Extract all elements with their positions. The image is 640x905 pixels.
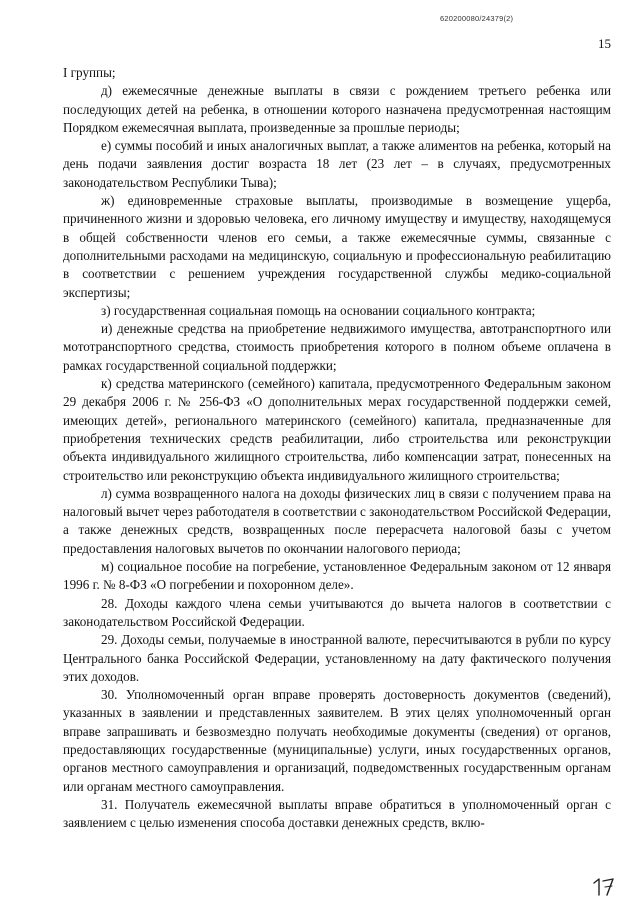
document-id: 620200080/24379(2) bbox=[440, 14, 514, 23]
paragraph-item-i: и) денежные средства на приобретение недвижимого имущества, автотранспортного или мототранспортного средства, стоимость приобретения которого в полном объеме оплачена в рамках государственной социальной поддержки; bbox=[63, 321, 611, 373]
paragraph-item-e: е) суммы пособий и иных аналогичных выплат, а также алиментов на ребенка, который на день подачи заявления достиг возраста 18 лет (23 лет – в случаях, предусмотренных законодательством Республики Тыва); bbox=[63, 138, 611, 190]
paragraph-29: 29. Доходы семьи, получаемые в иностранной валюте, пересчитываются в рубли по курсу Центрального банка Российской Федерации, установленному на дату фактического получения этих доходов. bbox=[63, 632, 611, 684]
document-body bbox=[63, 64, 611, 832]
paragraph-item-z: з) государственная социальная помощь на основании социального контракта; bbox=[101, 302, 536, 318]
paragraph-item-zh: ж) единовременные страховые выплаты, производимые в возмещение ущерба, причиненного жизни и здоровью человека, его личному имуществу и имуществу, находящемуся в общей собственности членов его семьи, а также ежемесячные суммы, связанные с дополнительными расходами на медицинскую, социальную и профессиональную реабилитацию в соответствии с решением учреждения государственной службы медико-социальной экспертизы; bbox=[63, 193, 611, 300]
paragraph-item-k: к) средства материнского (семейного) капитала, предусмотренного Федеральным законом 29 декабря 2006 г. № 256-ФЗ «О дополнительных мерах государственной поддержки семей, имеющих детей», регионального материнского (семейного) капитала, предназначенные для приобретения технических средств реабилитации, либо строительства или реконструкции объекта индивидуального жилищного строительства, либо компенсации затрат, понесенных на строительство или реконструкцию объекта индивидуального жилищного строительства; bbox=[63, 376, 611, 483]
paragraph-28: 28. Доходы каждого члена семьи учитываются до вычета налогов в соответствии с законодательством Российской Федерации. bbox=[63, 595, 611, 629]
paragraph-continuation: I группы; bbox=[63, 65, 116, 80]
paragraph-30: 30. Уполномоченный орган вправе проверять достоверность документов (сведений), указанных в заявлении и представленных заявителем. В этих целях уполномоченный орган вправе запрашивать и безвозмездно получать необходимые документы (сведения) от органов, предоставляющих государственные (муниципальные) услуги, иных государственных органов, органов местного самоуправления и организаций, подведомственных государственным органам или органам местного самоуправления. bbox=[63, 687, 611, 794]
paragraph-31: 31. Получатель ежемесячной выплаты вправе обратиться в уполномоченный орган с заявлением с целью изменения способа доставки денежных средств, вклю- bbox=[63, 796, 611, 831]
handwritten-page-mark bbox=[591, 875, 619, 897]
paragraph-item-d: д) ежемесячные денежные выплаты в связи с рождением третьего ребенка или последующих детей на ребенка, в отношении которого назначена предусмотренная настоящим Порядком ежемесячная выплата, произведенные за прошлые периоды; bbox=[63, 83, 611, 135]
paragraph-item-l: л) сумма возвращенного налога на доходы физических лиц в связи с получением права на налоговый вычет через работодателя в соответствии с законодательством Российской Федерации, а также денежных средств, возвращенных после перерасчета налоговой базы с учетом предоставления налоговых вычетов по окончании налогового периода; bbox=[63, 485, 611, 556]
page-number: 15 bbox=[598, 36, 611, 51]
paragraph-item-m: м) социальное пособие на погребение, установленное Федеральным законом от 12 января 1996 г. № 8-ФЗ «О погребении и похоронном деле». bbox=[63, 559, 611, 593]
